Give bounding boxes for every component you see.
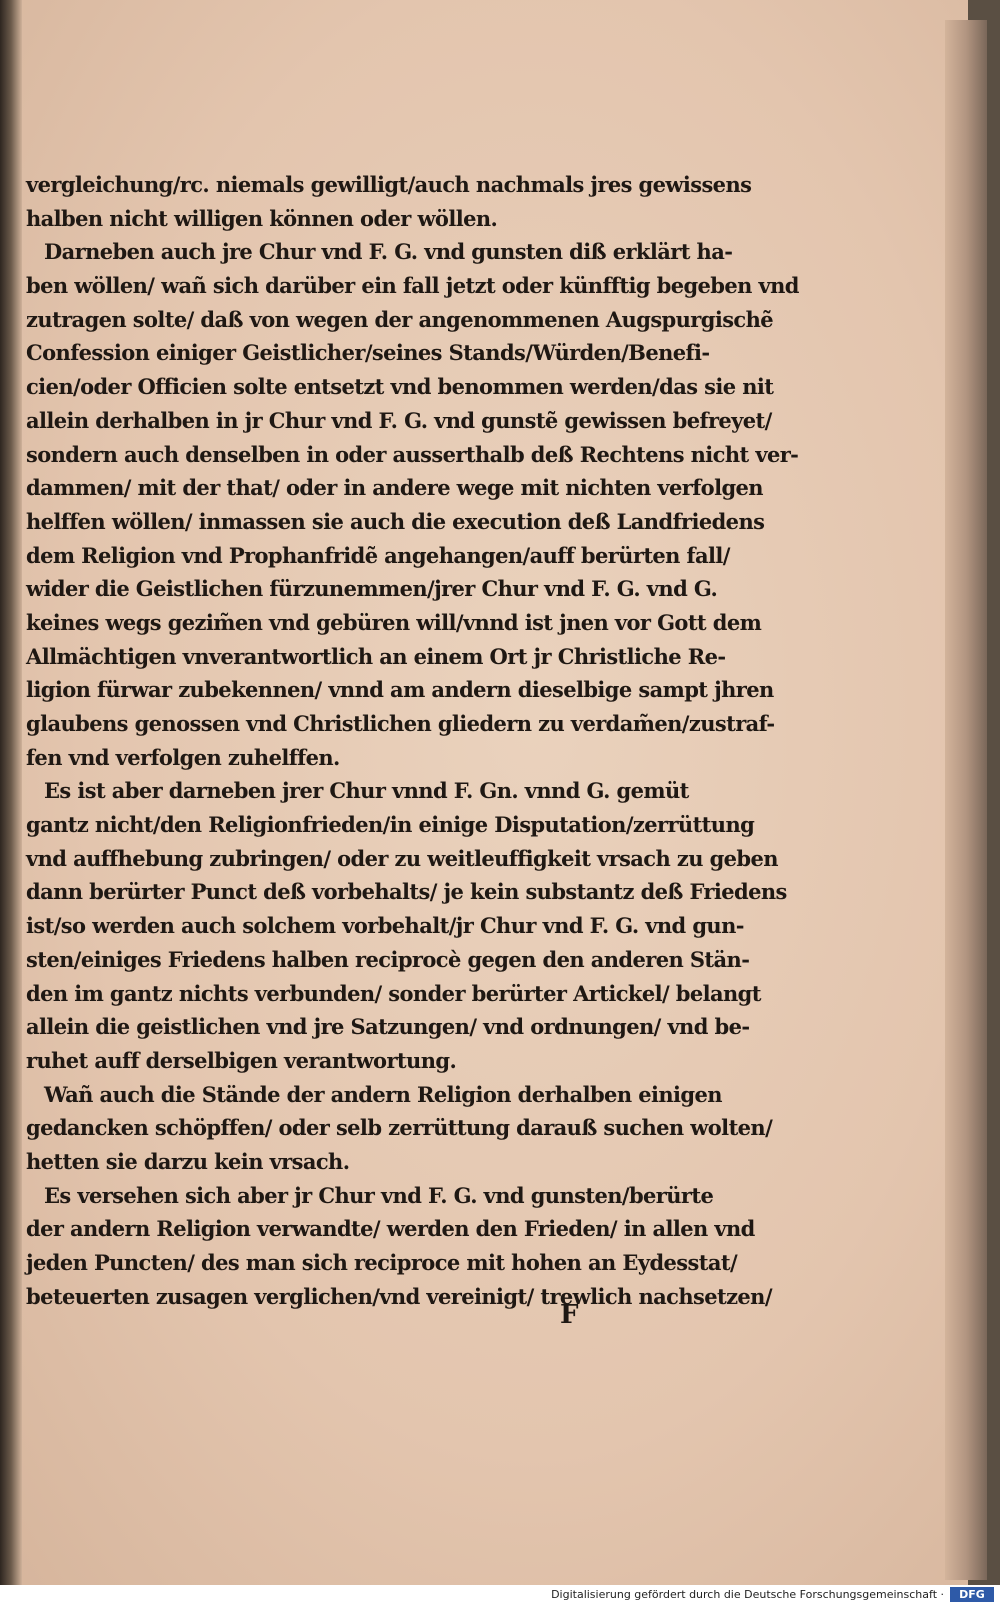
text-line: wider die Geistlichen fürzunemmen/jrer Chur vnd F. G. vnd G. (26, 576, 718, 602)
text-line: fen vnd verfolgen zuhelffen. (26, 744, 340, 770)
text-line: der andern Religion verwandte/ werden den Frieden/ in allen vnd (26, 1216, 755, 1242)
text-line: ligion fürwar zubekennen/ vnnd am andern dieselbige sampt jhren (26, 677, 774, 703)
text-line: cien/oder Officien solte entsetzt vnd benommen werden/das sie nit (26, 374, 774, 400)
text-line: dammen/ mit der that/ oder in andere wege mit nichten verfolgen (26, 475, 763, 501)
text-line: Allmächtigen vnverantwortlich an einem Ort jr Christliche Re- (26, 643, 726, 669)
text-line: helffen wöllen/ inmassen sie auch die execution deß Landfriedens (26, 508, 765, 534)
digitization-credit: Digitalisierung gefördert durch die Deutsche Forschungsgemeinschaft · (551, 1588, 944, 1601)
text-line: halben nicht willigen können oder wöllen. (26, 205, 498, 231)
text-line: jeden Puncten/ des man sich reciproce mit hohen an Eydesstat/ (26, 1250, 738, 1275)
text-line: sten/einiges Friedens halben reciprocè gegen den anderen Stän- (26, 946, 750, 972)
text-line: Darneben auch jre Chur vnd F. G. vnd gunsten diß erklärt ha- (44, 239, 733, 265)
text-line: gedancken schöpffen/ oder selb zerrüttung darauß suchen wolten/ (26, 1115, 773, 1141)
text-line: beteuerten zusagen verglichen/vnd vereinigt/ trewlich nachsetzen/ (26, 1283, 772, 1309)
text-line: allein derhalben in jr Chur vnd F. G. vnd gunstẽ gewissen befreyet/ (26, 407, 772, 433)
text-line: Confession einiger Geistlicher/seines Stands/Würden/Benefi- (26, 340, 710, 366)
text-line: ist/so werden auch solchem vorbehalt/jr Chur vnd F. G. vnd gun- (26, 913, 744, 939)
text-line: ruhet auff derselbigen verantwortung. (26, 1047, 457, 1073)
text-line: gantz nicht/den Religionfrieden/in einige Disputation/zerrüttung (26, 812, 755, 838)
text-line: hetten sie darzu kein vrsach. (26, 1148, 350, 1174)
catchword: F (560, 1300, 579, 1330)
page-edge (945, 20, 987, 1580)
page-text (26, 168, 799, 1313)
text-line: Es versehen sich aber jr Chur vnd F. G. vnd gunsten/berürte (44, 1182, 714, 1208)
text-line: keines wegs gezim̃en vnd gebüren will/vnnd ist jnen vor Gott dem (26, 609, 762, 635)
text-line: sondern auch denselben in oder ausserthalb deß Rechtens nicht ver- (26, 441, 799, 467)
text-line: ben wöllen/ wañ sich darüber ein fall jetzt oder künfftig begeben vnd (26, 273, 799, 299)
text-line: vergleichung/rc. niemals gewilligt/auch nachmals jres gewissens (26, 172, 752, 197)
dfg-logo: DFG (950, 1587, 994, 1602)
text-line: Es ist aber darneben jrer Chur vnnd F. Gn. vnnd G. gemüt (44, 778, 689, 804)
text-line: dann berürter Punct deß vorbehalts/ je kein substantz deß Friedens (26, 879, 787, 905)
text-line: zutragen solte/ daß von wegen der angenommenen Augspurgischẽ (26, 306, 774, 332)
text-line: dem Religion vnd Prophanfridẽ angehangen/auff berürten fall/ (26, 542, 730, 568)
text-line: den im gantz nichts verbunden/ sonder berürter Artickel/ belangt (26, 980, 761, 1006)
text-line: vnd auffhebung zubringen/ oder zu weitleuffigkeit vrsach zu geben (26, 845, 778, 871)
binding-gutter (0, 0, 22, 1585)
text-line: allein die geistlichen vnd jre Satzungen/ vnd ordnungen/ vnd be- (26, 1014, 750, 1040)
text-line: Wañ auch die Stände der andern Religion derhalben einigen (44, 1081, 722, 1107)
text-line: glaubens genossen vnd Christlichen gliedern zu verdam̃en/zustraf- (26, 711, 775, 736)
